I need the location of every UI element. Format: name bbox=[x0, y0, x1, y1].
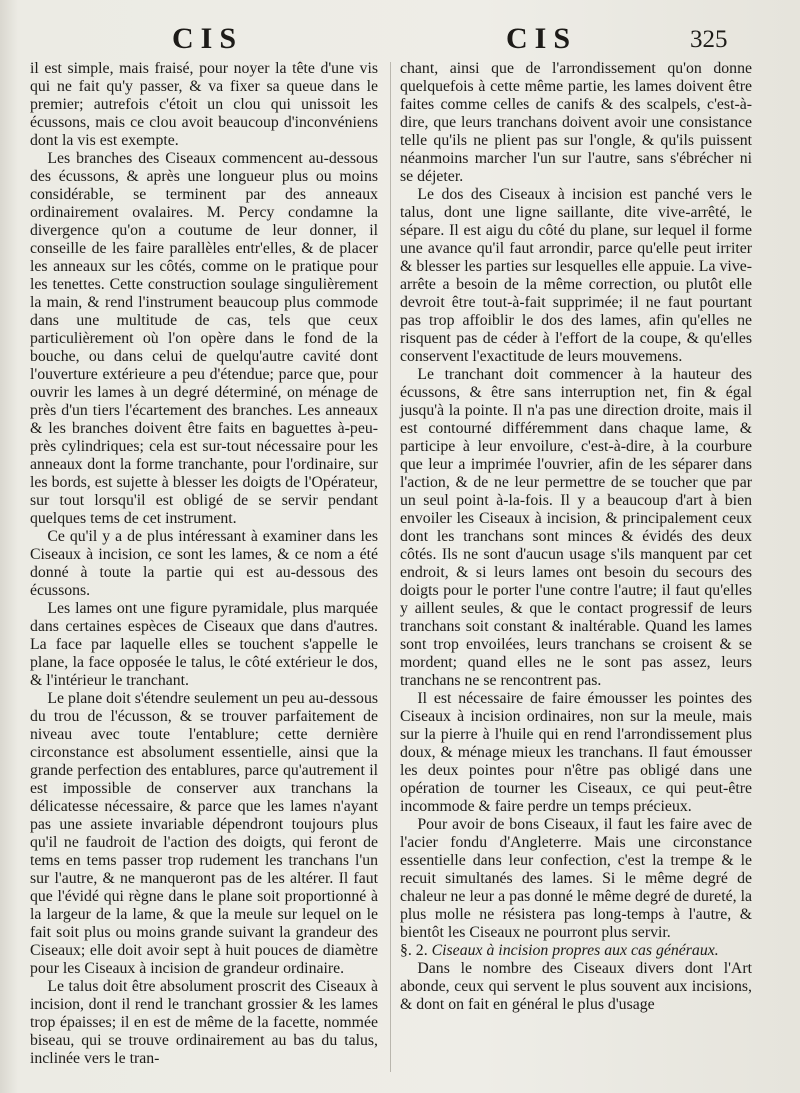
paragraph: Ce qu'il y a de plus intéressant à examiner dans les Ciseaux à incision, ce sont les lames, & ce nom a été donné à toute la partie qui est au-dessous des écussons. bbox=[30, 528, 378, 599]
right-column bbox=[400, 60, 752, 1014]
paragraph: il est simple, mais fraisé, pour noyer la tête d'une vis qui ne fait qu'y passer, & va fixer sa queue dans le premier; autrefois c'étoit un clou qui unissoit les écussons, mais ce clou avoit beaucoup d'inconvéniens dont la vis est exempte. bbox=[30, 60, 378, 149]
paragraph: Il est nécessaire de faire émousser les pointes des Ciseaux à incision ordinaires, non sur la meule, mais sur la pierre à l'huile qui en rend l'arrondissement plus doux, & ménage mieux les tranchans. Il faut émousser les deux pointes pour n'être pas obligé dans une opération de tourner les Ciseaux, ce qui peut-être incommode & faire perdre un temps précieux. bbox=[400, 690, 752, 815]
paragraph: chant, ainsi que de l'arrondissement qu'on donne quelquefois à cette même partie, les lames doivent être faites comme celles de canifs & des scalpels, c'est-à-dire, que leurs tranchans doivent avoir une consistance telle qu'ils ne plient pas sur l'ongle, & qu'ils puissent néanmoins marcher l'un sur l'autre, sans s'ébrécher ni se déjeter. bbox=[400, 60, 752, 185]
paragraph: Le talus doit être absolument proscrit des Ciseaux à incision, dont il rend le tranchant grossier & les lames trop épaisses; il en est de même de la facette, nommée biseau, qui se trouve ordinairement au bas du talus, inclinée vers le tran- bbox=[30, 978, 378, 1067]
running-header bbox=[0, 22, 800, 58]
header-word-left: CIS bbox=[172, 22, 244, 55]
section-title: Ciseaux à incision propres aux cas généraux. bbox=[431, 942, 719, 959]
paragraph: Dans le nombre des Ciseaux divers dont l'Art abonde, ceux qui servent le plus souvent aux incisions, & dont on fait en général le plus d'usage bbox=[400, 960, 752, 1013]
paragraph: Le plane doit s'étendre seulement un peu au-dessous du trou de l'écusson, & se trouver parfaitement de niveau avec toute l'entablure; cette dernière circonstance est absolument essentielle, ainsi que la grande perfection des entablures, parce qu'autrement il est impossible de conserver aux tranchans la délicatesse nécessaire, & parce que les lames n'ayant pas une assiete invariable dépendront toujours plus qu'il ne faudroit de l'action des doigts, qui feront de tems en tems passer trop rudement les tranchans l'un sur l'autre, & ne manqueront pas de les altérer. Il faut que l'évidé qui règne dans le plane soit proportionné à la largeur de la lame, & que la meule sur lequel on le fait soit plus ou moins grande suivant la grandeur des Ciseaux; elle doit avoir sept à huit pouces de diamètre pour les Ciseaux à incision de grandeur ordinaire. bbox=[30, 690, 378, 977]
paragraph: Les branches des Ciseaux commencent au-dessous des écussons, & après une longueur plus ou moins considérable, se terminent par des anneaux ordinairement ovalaires. M. Percy condamne la divergence qu'on a coutume de leur donner, il conseille de les faire parallèles entr'elles, & de placer les anneaux sur les côtés, comme on le pratique pour les tenettes. Cette construction soulage singulièrement la main, & rend l'instrument beaucoup plus commode dans une multitude de cas, tels que ceux particulièrement où l'on opère dans le fond de la bouche, ou dans celui de quelqu'autre cavité dont l'ouverture extérieure a peu d'étendue; parce que, pour ouvrir les lames à un degré déterminé, on ménage de près d'un tiers l'écartement des branches. Les anneaux & les branches doivent être faits en baguettes à-peu-près cylindriques; cela est sur-tout nécessaire pour les anneaux dont la forme tranchante, pour l'ordinaire, sur les bords, est sujette à blesser les doigts de l'Opérateur, sur tout lorsqu'il est obligé de se servir pendant quelques tems de cet instrument. bbox=[30, 150, 378, 527]
page-number: 325 bbox=[690, 26, 728, 53]
paragraph: Pour avoir de bons Ciseaux, il faut les faire avec de l'acier fondu d'Angleterre. Mais une circonstance essentielle dans leur confection, c'est la trempe & le recuit simultanés des lames. Si le même degré de chaleur ne leur a pas donné le même degré de dureté, la plus molle ne résistera pas long-temps à l'autre, & bientôt les Ciseaux ne pourront plus servir. bbox=[400, 816, 752, 941]
paragraph: Le dos des Ciseaux à incision est panché vers le talus, dont une ligne saillante, dite vive-arrêté, le sépare. Il est aigu du côté du plane, sur lequel il forme une avance qu'il faut arrondir, parce qu'elle peut irriter & blesser les parties sur lesquelles elle appuie. La vive-arrête a besoin de la même correction, ou plutôt elle devroit être tout-à-fait supprimée; il ne faut pourtant pas trop affoiblir le dos des lames, afin qu'elles ne risquent pas de céder à l'effort de la coupe, & qu'elles conservent l'exactitude de leurs mouvemens. bbox=[400, 186, 752, 365]
left-column bbox=[30, 60, 378, 1068]
section-number: §. 2. bbox=[400, 942, 428, 959]
paragraph: Le tranchant doit commencer à la hauteur des écussons, & être sans interruption net, fin & égal jusqu'à la pointe. Il n'a pas une direction droite, mais il est contourné différemment dans chaque lame, & participe à leur envoilure, c'est-à-dire, à la courbure que leur a imprimée l'ouvrier, afin de les séparer dans l'action, & de ne leur permettre de se toucher que par un seul point à-la-fois. Il y a beaucoup d'art à bien envoiler les Ciseaux à incision, & principalement ceux dont les tranchans sont minces & évidés des deux côtés. Ils ne sont d'aucun usage s'ils manquent par cet endroit, & si leurs lames ont besoin du secours des doigts pour le porter l'une contre l'autre; il faut qu'elles y aillent seules, & que le contact progressif de leurs tranchans soit constant & inaltérable. Quand les lames sont trop envoilées, leurs tranchans se croisent & se mordent; quand elles ne le sont pas assez, leurs tranchans ne se rencontrent pas. bbox=[400, 366, 752, 689]
column-divider bbox=[390, 62, 391, 1072]
header-word-right: CIS bbox=[506, 22, 578, 55]
section-heading bbox=[400, 942, 752, 960]
paragraph: Les lames ont une figure pyramidale, plus marquée dans certaines espèces de Ciseaux que dans d'autres. La face par laquelle elles se touchent s'appelle le plane, la face opposée le talus, le côté extérieur le dos, & l'intérieur le tranchant. bbox=[30, 600, 378, 689]
